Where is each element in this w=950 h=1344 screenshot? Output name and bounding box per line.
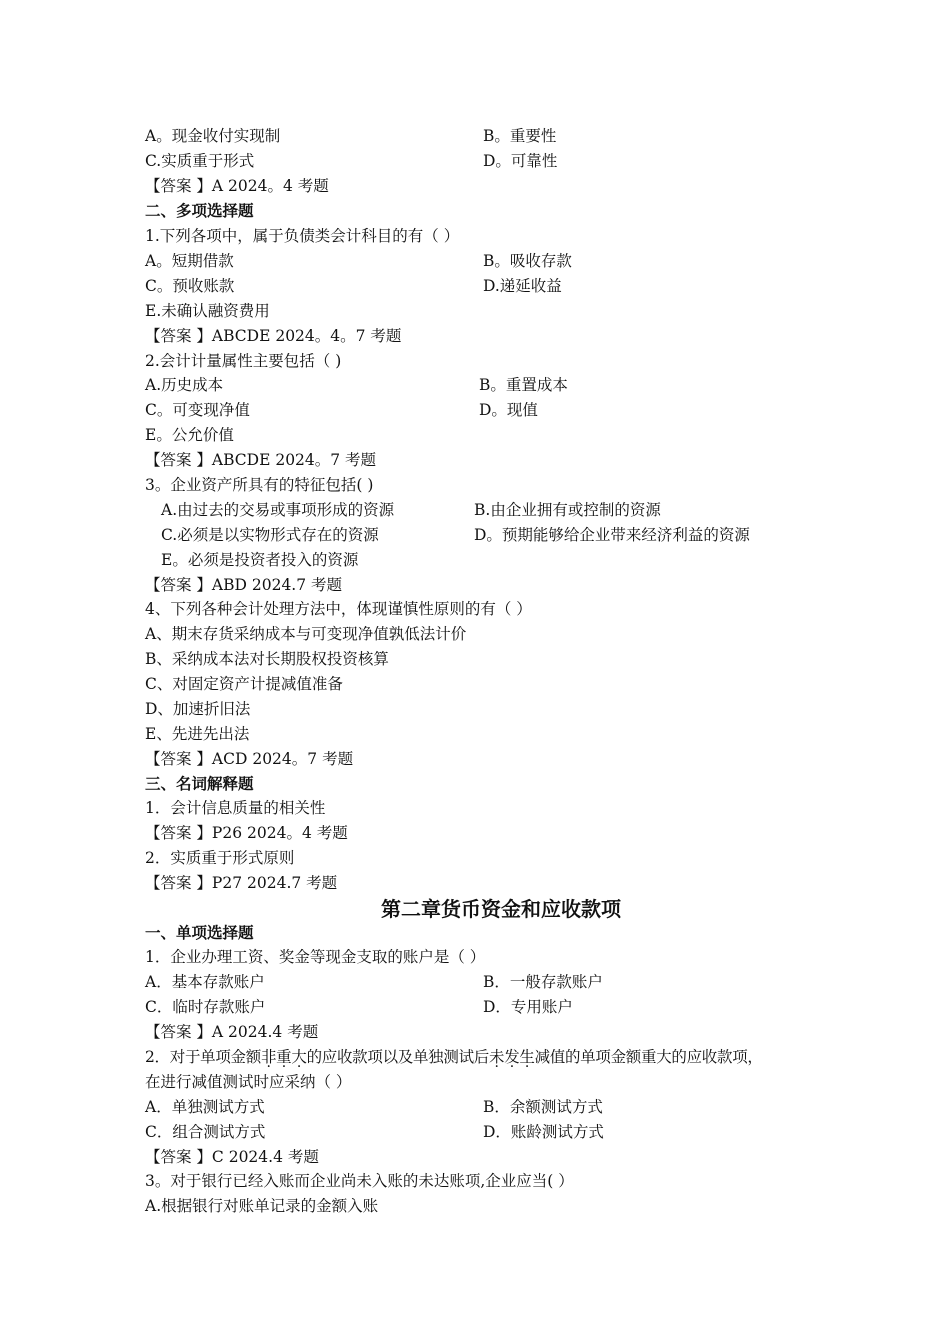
option-e: E。公允价值 bbox=[145, 426, 234, 444]
option-a: A。现金收付实现制 bbox=[145, 127, 281, 145]
option-b: B。吸收存款 bbox=[483, 252, 572, 270]
term-question: 1．会计信息质量的相关性 bbox=[145, 799, 326, 817]
question-stem bbox=[145, 1047, 763, 1067]
answer-line: 【答案 】ABCDE 2024。4。7 考题 bbox=[145, 327, 402, 345]
answer-line: 【答案 】ABCDE 2024。7 考题 bbox=[145, 451, 377, 469]
emphasis-char: 大 bbox=[291, 1048, 307, 1066]
emphasis-char: 发 bbox=[504, 1048, 520, 1066]
option-c: C、对固定资产计提减值准备 bbox=[145, 675, 343, 693]
answer-line: 【答案 】A 2024.4 考题 bbox=[145, 1023, 319, 1041]
option-c: C。预收账款 bbox=[145, 277, 235, 295]
question-stem: 1．企业办理工资、奖金等现金支取的账户是（ ） bbox=[145, 948, 486, 966]
option-c: C.实质重于形式 bbox=[145, 152, 255, 170]
chapter-title: 第二章货币资金和应收款项 bbox=[381, 897, 621, 921]
stem-part: 减值的单项金额重大的应收款项， bbox=[534, 1048, 763, 1066]
option-b: B．余额测试方式 bbox=[483, 1098, 603, 1116]
emphasis-char: 生 bbox=[519, 1048, 535, 1066]
answer-line: 【答案 】P27 2024.7 考题 bbox=[145, 874, 338, 892]
question-stem: 1.下列各项中，属于负债类会计科目的有（ ） bbox=[145, 227, 460, 245]
question-stem: 3。对于银行已经入账而企业尚未入账的未达账项,企业应当( ） bbox=[145, 1172, 574, 1190]
option-a: A.历史成本 bbox=[145, 376, 224, 394]
question-stem: 3。企业资产所具有的特征包括( ) bbox=[145, 476, 374, 494]
option-c: C．临时存款账户 bbox=[145, 998, 266, 1016]
option-c: C。可变现净值 bbox=[145, 401, 250, 419]
option-d: D、加速折旧法 bbox=[145, 700, 251, 718]
answer-line: 【答案 】ACD 2024。7 考题 bbox=[145, 750, 354, 768]
answer-line: 【答案 】A 2024。4 考题 bbox=[145, 177, 329, 195]
emphasized-text bbox=[261, 1048, 307, 1066]
answer-line: 【答案 】C 2024.4 考题 bbox=[145, 1148, 319, 1166]
option-d: D.递延收益 bbox=[483, 277, 562, 295]
option-b: B.由企业拥有或控制的资源 bbox=[474, 501, 661, 519]
option-a: A.由过去的交易或事项形成的资源 bbox=[161, 501, 395, 519]
option-a: A.根据银行对账单记录的金额入账 bbox=[145, 1197, 379, 1215]
option-a: A．基本存款账户 bbox=[145, 973, 265, 991]
option-d: D。可靠性 bbox=[483, 152, 558, 170]
emphasis-char: 重 bbox=[276, 1048, 292, 1066]
emphasis-char: 非 bbox=[260, 1048, 277, 1066]
option-a: A．单独测试方式 bbox=[145, 1098, 265, 1116]
option-d: D。预期能够给企业带来经济利益的资源 bbox=[474, 526, 750, 544]
option-e: E、先进先出法 bbox=[145, 725, 250, 743]
option-d: D。现值 bbox=[479, 401, 538, 419]
answer-line: 【答案 】ABD 2024.7 考题 bbox=[145, 576, 343, 594]
option-b: B、采纳成本法对长期股权投资核算 bbox=[145, 650, 389, 668]
section-heading: 二、多项选择题 bbox=[145, 202, 254, 220]
emphasis-char: 未 bbox=[488, 1048, 505, 1066]
stem-part: 的应收款项以及单独测试后 bbox=[306, 1048, 489, 1066]
option-c: C．组合测试方式 bbox=[145, 1123, 266, 1141]
emphasized-text bbox=[489, 1048, 535, 1066]
option-b: B。重置成本 bbox=[479, 376, 568, 394]
stem-part: 2．对于单项金额 bbox=[145, 1048, 261, 1066]
option-d: D．专用账户 bbox=[483, 998, 573, 1016]
option-b: B．一般存款账户 bbox=[483, 973, 603, 991]
section-heading: 一、单项选择题 bbox=[145, 924, 254, 942]
answer-line: 【答案 】P26 2024。4 考题 bbox=[145, 824, 348, 842]
option-b: B。重要性 bbox=[483, 127, 557, 145]
question-stem: 2.会计计量属性主要包括（ ) bbox=[145, 352, 342, 370]
term-question: 2．实质重于形式原则 bbox=[145, 849, 295, 867]
option-c: C.必须是以实物形式存在的资源 bbox=[161, 526, 379, 544]
question-stem-continued: 在进行减值测试时应采纳（ ） bbox=[145, 1073, 352, 1091]
section-heading: 三、名词解释题 bbox=[145, 775, 254, 793]
option-e: E.未确认融资费用 bbox=[145, 302, 270, 320]
option-a: A、期末存货采纳成本与可变现净值孰低法计价 bbox=[145, 625, 467, 643]
option-e: E。必须是投资者投入的资源 bbox=[161, 551, 359, 569]
option-a: A。短期借款 bbox=[145, 252, 234, 270]
option-d: D．账龄测试方式 bbox=[483, 1123, 604, 1141]
question-stem: 4、下列各种会计处理方法中，体现谨慎性原则的有（ ） bbox=[145, 600, 532, 618]
